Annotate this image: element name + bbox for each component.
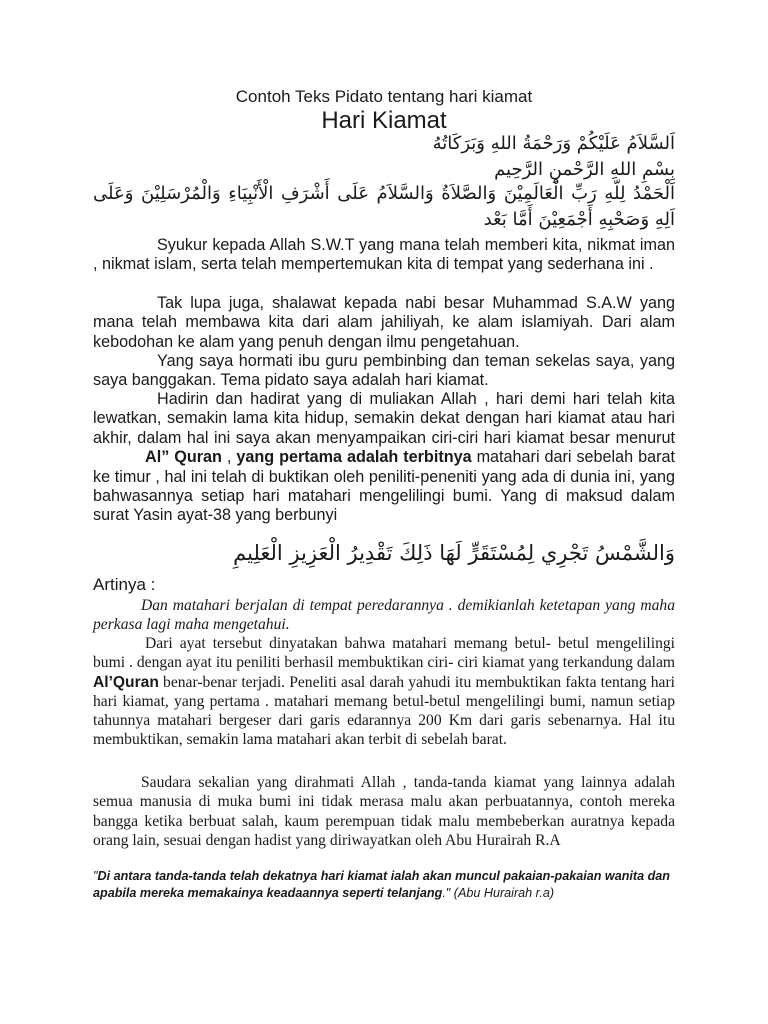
hadith-quote-text: Di antara tanda-tanda telah dekatnya hari kiamat ialah akan muncul pakaian-pakaian wanita dan apabila mereka memakainya keadaannya seperti telanjang [93,869,670,900]
document-subtitle: Contoh Teks Pidato tentang hari kiamat [235,87,533,106]
arabic-basmalah: بِسْمِ اللهِ الرَّحْمنِ الرَّحِيم [494,159,675,180]
verse-translation: Dan matahari berjalan di tempat peredarannya . demikianlah ketetapan yang maha perkasa lagi maha mengetahui. [93,597,675,634]
paragraph-hadirin [93,390,675,526]
bold-al-quran-2: Al’Quran [93,673,159,691]
arabic-hamdalah-line-2: اَلِهِ وَصَحْبِهِ أَجْمَعِيْنَ أَمَّا بَعْد [483,209,675,230]
paragraph-shalawat: Tak lupa juga, shalawat kepada nabi besar Muhammad S.A.W yang mana telah membawa kita dari alam jahiliyah, ke alam islamiyah. Dari alam kebodohan ke alam yang penuh dengan ilmu pengetahuan. [93,294,675,351]
paragraph-syukur: Syukur kepada Allah S.W.T yang mana telah memberi kita, nikmat iman , nikmat islam, serta telah mempertemukan kita di tempat yang sederhana ini . [93,236,675,274]
bold-yang-pertama: yang pertama adalah terbitnya [236,448,472,467]
quran-verse-yasin-38: وَالشَّمْسُ تَجْرِي لِمُسْتَقَرٍّ لَهَا ذَلِكَ تَقْدِيرُ الْعَزِيزِ الْعَلِيمِ [233,541,675,565]
hadith-quote [93,868,683,902]
paragraph-hormat: Yang saya hormati ibu guru pembinbing dan teman sekelas saya, yang saya banggakan. Tema pidato saya adalah hari kiamat. [93,352,675,390]
paragraph-ayat-continued: benar-benar terjadi. Peneliti asal darah yahudi itu membuktikan fakta tentang hari hari kiamat, yang pertama . matahari memang betul-betul mengelilingi bumi, namun setiap tahunnya matahari bergeser dari garis edarannya 200 Km dari garis sebenarnya. Hal itu membuktikan, semakin lama matahari akan terbit di sebelah barat. [93,673,675,749]
quote-open-mark: " [93,869,98,883]
paragraph-ayat-text: Dari ayat tersebut dinyatakan bahwa matahari memang betul- betul mengelilingi bumi . dengan ayat itu peniliti berhasil membuktikan ciri- ciri kiamat yang terkandung dalam [93,635,675,672]
bold-al-quran: Al” Quran [145,448,222,467]
paragraph-hadirin-text: Hadirin dan hadirat yang di muliakan Allah , hari demi hari telah kita lewatkan, semakin lama kita hidup, semakin dekat dengan hari kiamat atau hari akhir, dalam hal ini saya akan menyampaikan ciri-ciri hari kiamat besar menurut [93,390,675,447]
paragraph-hadirin-continued: matahari dari sebelah barat ke timur , hal ini telah di buktikan oleh peniliti-peneniti yang ada di dunia ini, yang bahwasannya setiap hari matahari mengelilingi bumi. Yang di maksud dalam surat Yasin ayat-38 yang berbunyi [93,448,676,525]
artinya-label: Artinya : [93,575,156,594]
paragraph-saudara-sekalian: Saudara sekalian yang dirahmati Allah , tanda-tanda kiamat yang lainnya adalah semua manusia di muka bumi ini tidak merasa malu akan perbuatannya, contoh mereka bangga ketika berbuat salah, kaum perempuan tidak malu membeberkan auratnya kepada orang lain, sesuai dengan hadist yang diriwayatkan oleh Abu Hurairah R.A [93,774,675,849]
separator-text: , [221,448,237,467]
arabic-salam: اَلسَّلاَمُ عَلَيْكُمْ وَرَحْمَةُ اللهِ وَبَرَكَاتُهُ [432,133,675,154]
arabic-hamdalah-line-1: اَلْحَمْدُ لِلّهِ رَبِّ الْعَالَمِيْنَ وَالصَّلاَةُ وَالسَّلاَمُ عَلَى أَشْرَفِ الْأَنْبِيَاءِ وَالْمُرْسَلِيْنَ وَعَلَى [93,183,675,204]
paragraph-ayat-tersebut [93,634,675,750]
hadith-attribution: ." (Abu Hurairah r.a) [442,886,555,900]
document-title: Hari Kiamat [321,107,447,134]
